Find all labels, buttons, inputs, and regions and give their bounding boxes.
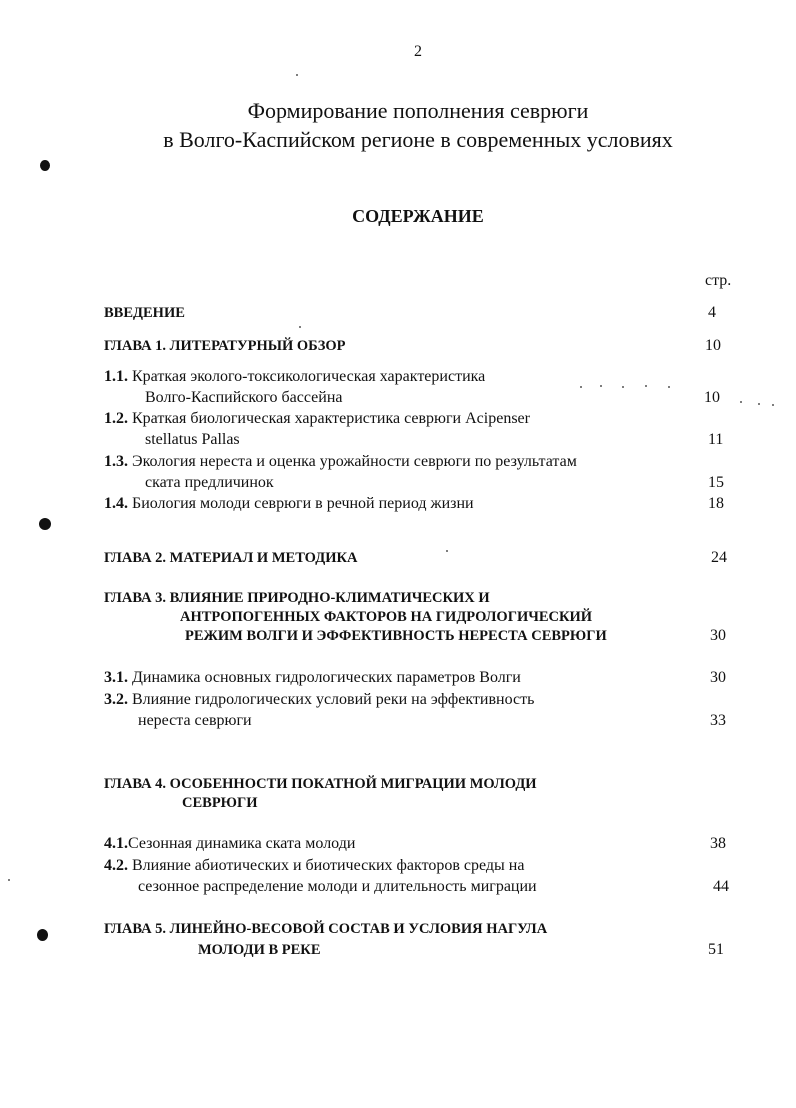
scan-speck xyxy=(8,879,10,881)
toc-s42-line1 xyxy=(104,857,524,875)
toc-s13-text: Экология нереста и оценка урожайности севрюги по результатам xyxy=(132,453,577,470)
contents-heading: СОДЕРЖАНИЕ xyxy=(352,206,484,226)
toc-ch2-page: 24 xyxy=(711,549,727,566)
toc-s41-number: 4.1. xyxy=(104,835,128,852)
toc-s41-page: 38 xyxy=(710,835,726,852)
toc-ch3-line1: ГЛАВА 3. ВЛИЯНИЕ ПРИРОДНО-КЛИМАТИЧЕСКИХ И xyxy=(104,590,490,606)
toc-intro-page: 4 xyxy=(708,304,716,321)
toc-ch5-page: 51 xyxy=(708,941,724,958)
toc-s31-page: 30 xyxy=(710,669,726,686)
toc-s41-text: Сезонная динамика ската молоди xyxy=(128,835,356,852)
toc-s12-text: Краткая биологическая характеристика севрюги Acipenser xyxy=(132,410,530,427)
scan-speck xyxy=(299,326,301,328)
binder-hole-mark xyxy=(40,160,50,171)
toc-s11-page: 10 xyxy=(704,389,720,406)
scan-speck xyxy=(758,403,760,405)
scan-speck xyxy=(296,74,298,76)
binder-hole-mark xyxy=(39,518,51,530)
scan-speck xyxy=(645,385,647,387)
toc-s42-number: 4.2. xyxy=(104,857,128,874)
toc-s42-text: Влияние абиотических и биотических факторов среды на xyxy=(132,857,525,874)
toc-s14-text: Биология молоди севрюги в речной период жизни xyxy=(132,495,474,512)
toc-ch4-line1: ГЛАВА 4. ОСОБЕННОСТИ ПОКАТНОЙ МИГРАЦИИ МОЛОДИ xyxy=(104,776,537,792)
toc-s14-number: 1.4. xyxy=(104,495,128,512)
toc-ch3-line2: АНТРОПОГЕННЫХ ФАКТОРОВ НА ГИДРОЛОГИЧЕСКИЙ xyxy=(180,609,593,625)
toc-s32-page: 33 xyxy=(710,712,726,729)
toc-s13-number: 1.3. xyxy=(104,453,128,470)
toc-s13-line1 xyxy=(104,453,577,471)
toc-s32-number: 3.2. xyxy=(104,691,128,708)
scan-speck xyxy=(740,401,742,403)
toc-s11-line2: Волго-Каспийского бассейна xyxy=(145,389,343,406)
toc-s42-page: 44 xyxy=(713,878,729,895)
document-title-line2: в Волго-Каспийском регионе в современных условиях xyxy=(163,127,673,152)
toc-s14-page: 18 xyxy=(708,495,724,512)
toc-s32-line1 xyxy=(104,691,534,709)
toc-s42-line2: сезонное распределение молоди и длительность миграции xyxy=(138,878,537,895)
toc-s31-line1 xyxy=(104,669,521,687)
scan-speck xyxy=(446,550,448,552)
scan-speck xyxy=(580,386,582,388)
toc-s11-text: Краткая эколого-токсикологическая характеристика xyxy=(132,368,486,385)
scan-speck xyxy=(772,404,774,406)
toc-ch3-page: 30 xyxy=(710,627,726,644)
toc-s12-page: 11 xyxy=(708,431,724,448)
toc-s12-number: 1.2. xyxy=(104,410,128,427)
toc-s12-line2: stellatus Pallas xyxy=(145,431,240,448)
binder-hole-mark xyxy=(37,929,48,941)
toc-s41-line1 xyxy=(104,835,355,853)
toc-s13-page: 15 xyxy=(708,474,724,491)
toc-s12-line1 xyxy=(104,410,530,428)
page-number: 2 xyxy=(414,43,422,60)
toc-intro-title: ВВЕДЕНИЕ xyxy=(104,305,185,321)
toc-s31-text: Динамика основных гидрологических параметров Волги xyxy=(132,669,521,686)
scan-speck xyxy=(668,386,670,388)
toc-s13-line2: ската предличинок xyxy=(145,474,274,491)
toc-s32-line2: нереста севрюги xyxy=(138,712,252,729)
document-title-line1: Формирование пополнения севрюги xyxy=(247,98,589,123)
scan-speck xyxy=(622,386,624,388)
toc-ch2-title: ГЛАВА 2. МАТЕРИАЛ И МЕТОДИКА xyxy=(104,550,358,566)
toc-ch5-line1: ГЛАВА 5. ЛИНЕЙНО-ВЕСОВОЙ СОСТАВ И УСЛОВИЯ НАГУЛА xyxy=(104,921,548,937)
scan-speck xyxy=(600,385,602,387)
toc-ch3-line3: РЕЖИМ ВОЛГИ И ЭФФЕКТИВНОСТЬ НЕРЕСТА СЕВРЮГИ xyxy=(185,628,607,644)
toc-ch5-line2: МОЛОДИ В РЕКЕ xyxy=(198,942,321,958)
toc-s14-line1 xyxy=(104,495,474,513)
toc-ch1-title: ГЛАВА 1. ЛИТЕРАТУРНЫЙ ОБЗОР xyxy=(104,338,346,354)
toc-ch4-line2: СЕВРЮГИ xyxy=(182,795,258,811)
toc-ch1-page: 10 xyxy=(705,337,721,354)
toc-s11-line1 xyxy=(104,368,485,386)
toc-s31-number: 3.1. xyxy=(104,669,128,686)
toc-s11-number: 1.1. xyxy=(104,368,128,385)
toc-s32-text: Влияние гидрологических условий реки на эффективность xyxy=(132,691,535,708)
page-column-label: стр. xyxy=(705,272,732,289)
